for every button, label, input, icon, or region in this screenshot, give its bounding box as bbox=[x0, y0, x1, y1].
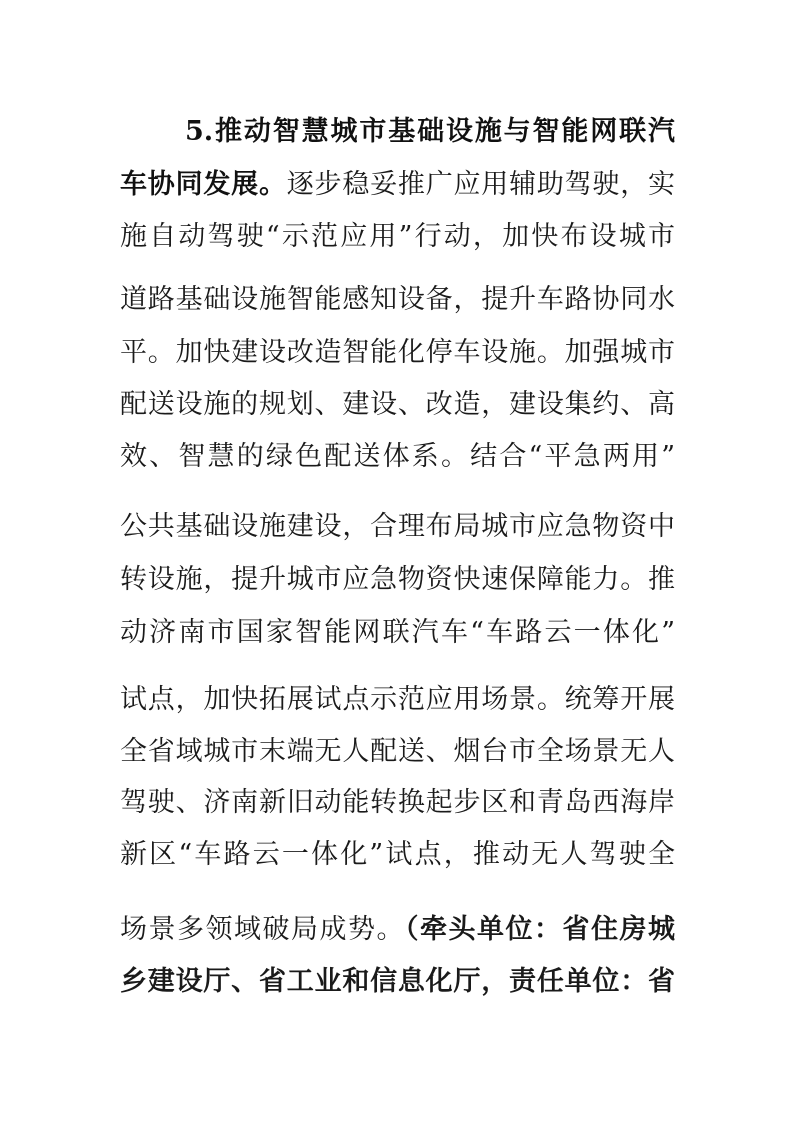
body-text: 公共基础设施建设，合理布局城市应急物资中 bbox=[120, 511, 675, 542]
paragraph-line-3 bbox=[120, 220, 675, 254]
body-text: 施自动驾驶“示范应用”行动，加快布设城市 bbox=[120, 221, 675, 252]
body-text: 场景多领域破局成势。 bbox=[120, 914, 405, 945]
body-text: 效、智慧的绿色配送体系。结合“平急两用” bbox=[120, 441, 675, 472]
body-text: 动济南市国家智能网联汽车“车路云一体化” bbox=[120, 617, 675, 648]
paragraph-line-12 bbox=[120, 735, 675, 769]
paragraph-line-13 bbox=[120, 786, 675, 820]
paragraph-line-7 bbox=[120, 440, 675, 474]
body-text: 试点，加快拓展试点示范应用场景。统筹开展 bbox=[120, 684, 675, 715]
paragraph-line-1 bbox=[185, 115, 675, 149]
responsible-units-note: （牵头单位：省住房城 bbox=[405, 914, 675, 945]
responsible-units-note-cont: 乡建设厅、省工业和信息化厅，责任单位：省 bbox=[120, 966, 675, 997]
paragraph-line-16 bbox=[120, 965, 675, 999]
paragraph-line-11 bbox=[120, 683, 675, 717]
body-text: 平。加快建设改造智能化停车设施。加强城市 bbox=[120, 337, 675, 368]
section-heading-end: 车协同发展。 bbox=[120, 169, 287, 200]
paragraph-line-4 bbox=[120, 283, 675, 317]
body-text: 新区“车路云一体化”试点，推动无人驾驶全 bbox=[120, 839, 675, 870]
body-text: 配送设施的规划、建设、改造，建设集约、高 bbox=[120, 389, 675, 420]
paragraph-line-14 bbox=[120, 838, 675, 872]
paragraph-line-5 bbox=[120, 336, 675, 370]
body-text: 全省域城市末端无人配送、烟台市全场景无人 bbox=[120, 736, 675, 767]
paragraph-line-8 bbox=[120, 510, 675, 544]
paragraph-line-15 bbox=[120, 913, 675, 947]
body-text: 道路基础设施智能感知设备，提升车路协同水 bbox=[120, 284, 675, 315]
paragraph-line-6 bbox=[120, 388, 675, 422]
paragraph-line-2 bbox=[120, 168, 675, 202]
paragraph-line-9 bbox=[120, 563, 675, 597]
body-text: 转设施，提升城市应急物资快速保障能力。推 bbox=[120, 564, 675, 595]
body-text: 逐步稳妥推广应用辅助驾驶，实 bbox=[286, 169, 676, 200]
section-heading: 5.推动智慧城市基础设施与智能网联汽 bbox=[185, 116, 675, 147]
paragraph-line-10 bbox=[120, 616, 675, 650]
body-text: 驾驶、济南新旧动能转换起步区和青岛西海岸 bbox=[120, 787, 675, 818]
